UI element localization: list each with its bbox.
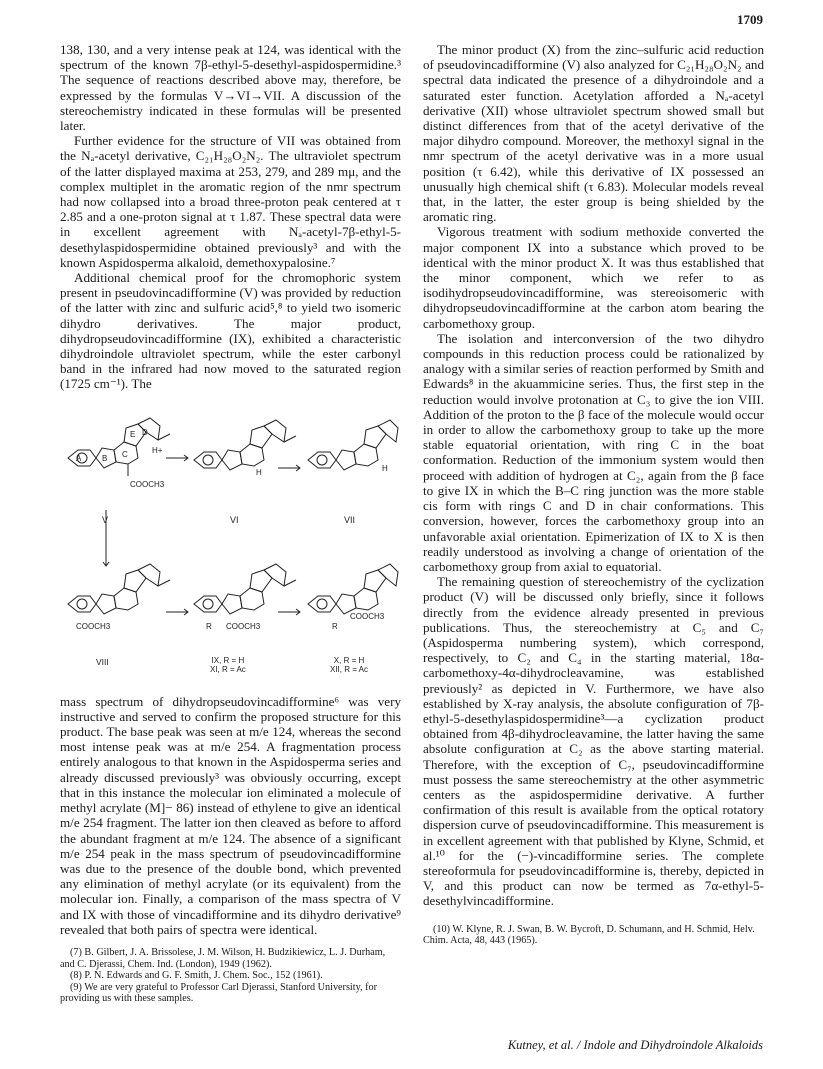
reaction-scheme-structures	[60, 398, 401, 690]
compound-label-x-xii: X, R = H XII, R = Ac	[330, 655, 369, 674]
paragraph: Vigorous treatment with sodium methoxide converted the major component IX into a substance which proved to be identical with the minor product X. It was thus established that the minor component, which we refer to as isodihydropseudovincadifformine, was stereoisomeric with dihydropseudovincadifformine at the carbon atom bearing the carbomethoxy group.	[423, 224, 764, 331]
structure-vii	[308, 420, 398, 470]
footnote: (7) B. Gilbert, J. A. Brissolese, J. M. Wilson, H. Budzikiewicz, L. J. Durham, and C. Djerassi, Chem. Ind. (London), 1949 (1962).	[60, 946, 386, 970]
reagent-label: H+	[152, 445, 163, 455]
page-number: 1709	[737, 12, 763, 27]
group-label: COOCH3	[350, 611, 385, 621]
structure-vi	[194, 420, 296, 470]
compound-label-ix-xi: IX, R = H XI, R = Ac	[210, 655, 246, 674]
footnote: (8) P. N. Edwards and G. F. Smith, J. Chem. Soc., 152 (1961).	[70, 970, 323, 982]
paragraph: Additional chemical proof for the chromophoric system present in pseudovincadifformine (V) was provided by reduction of the latter with zinc and sulfuric acid⁵,⁸ to yield two isomeric dihydro derivatives. The major product, dihydropseudovincadifformine (IX), exhibited a characteristic dihydroindole ultraviolet spectrum, while the ester carbonyl band in the infrared had now moved to the saturated region (1725 cm⁻¹). The	[60, 270, 401, 392]
compound-label-viii: VIII	[96, 656, 109, 667]
ring-label: B	[102, 453, 108, 463]
left-column	[60, 42, 401, 1005]
compound-label-vi: VI	[230, 514, 239, 525]
structure-viii	[68, 564, 170, 614]
compound-label-vii: VII	[344, 514, 356, 525]
footnote: (10) W. Klyne, R. J. Swan, B. W. Bycroft, D. Schumann, and H. Schmid, Helv. Chim. Acta, 48, 443 (1965).	[423, 923, 755, 947]
paragraph: mass spectrum of dihydropseudovincadifformine⁶ was very instructive and served to confirm the proposed structure for this product. The base peak was seen at m/e 124, whereas the second most intense peak was at m/e 254. A fragmentation process entirely analogous to that known in the Aspidosperma series and already discussed previously³ was obviously occurring, except that in this instance the molecular ion eliminated a molecule of methyl acrylate (M]− 86) instead of ethylene to give an identical m/e 254 fragment. The latter ion then cleaved as before to afford the abundant fragment at m/e 124. The absence of a significant m/e 254 peak in the mass spectrum of pseudovincadifformine was due to the presence of the double bond, which prevented any elimination of methyl acrylate (or its equivalent) from the molecular ion. Finally, a comparison of the mass spectra of V and IX with those of vincadifformine and its dihydro derivative⁹ revealed that both pairs of spectra were identical.	[60, 693, 401, 937]
group-label: H	[382, 463, 388, 473]
compound-label-v: V	[102, 514, 109, 525]
footnotes	[423, 924, 764, 947]
group-label: COOCH3	[76, 621, 111, 631]
ring-label: C	[122, 449, 128, 459]
paragraph: 138, 130, and a very intense peak at 124, was identical with the spectrum of the known 7β-ethyl-5-desethyl-aspidospermidine.³ The sequence of reactions described above may, therefore, be expressed by the formulas V→VI→VII. A discussion of the stereochemistry indicated in these formulas will be presented later.	[60, 42, 401, 134]
ring-label: D	[142, 427, 148, 437]
right-column	[423, 42, 764, 947]
group-label: R	[332, 621, 338, 631]
group-label: R	[206, 621, 212, 631]
paragraph: The minor product (X) from the zinc–sulfuric acid reduction of pseudovincadifformine (V) also analyzed for C₂₁H₂₈O₂N₂ and spectral data indicated the presence of a dihydroindole and a saturated ester function. Acetylation afforded a Nₐ-acetyl derivative (XII) whose ultraviolet spectrum showed small but distinct differences from that of the acetyl derivative of the major dihydro compound. Moreover, the methoxyl signal in the nmr spectrum of the acetyl derivative was in a more usual position (τ 6.42), while this derivative of IX possessed an unusually high chemical shift (τ 6.83). Molecular models reveal that, in the latter, the ester group is being shielded by the aromatic ring.	[423, 42, 764, 225]
reaction-scheme	[60, 398, 401, 690]
running-footer: Kutney, et al. / Indole and Dihydroindole Alkaloids	[507, 1038, 763, 1052]
structure-ix	[194, 564, 296, 614]
paragraph: The isolation and interconversion of the two dihydro compounds in this reduction process could be rationalized by analogy with a similar series of reaction performed by Smith and Edwards⁸ in the akuammicine series. Thus, the first step in the reduction would involve protonation at C₃ to give the ion VIII. Addition of the proton to the β face of the molecule would occur in order to allow the carbomethoxy group to take up the more stable equatorial orientation, with ring C in the boat conformation. Reduction of the immonium system would then proceed with addition of hydrogen at C₂, again from the β face to give IX in which the B–C ring junction was the more stable cis form with rings C and D in chair conformations. This conversion, however, forces the carbomethoxy group into an unfavorable axial orientation. Epimerization of IX to X is then readily understood as involving a change of orientation of the carbomethoxy group from axial to equatorial.	[423, 330, 764, 574]
group-label: COOCH3	[130, 479, 165, 489]
ring-label: E	[130, 429, 136, 439]
structure-x	[308, 564, 398, 614]
paragraph: Further evidence for the structure of VII was obtained from the Nₐ-acetyl derivative, C₂₁H₂₈O₂N₂. The ultraviolet spectrum of the latter displayed maxima at 253, 279, and 289 mμ, and the complex multiplet in the aromatic region of the nmr spectrum had now collapsed into a broad three-proton peak centered at τ 2.85 and a one-proton signal at τ 1.87. These spectral data were in excellent agreement with Nₐ-acetyl-7β-ethyl-5-desethylaspidospermidine obtained previously³ and with the known Aspidosperma alkaloid, demethoxypalosine.⁷	[60, 133, 401, 270]
ring-label: A	[76, 453, 82, 463]
group-label: H	[256, 467, 262, 477]
footnote: (9) We are very grateful to Professor Carl Djerassi, Stanford University, for providing us with these samples.	[60, 981, 377, 1005]
paragraph: The remaining question of stereochemistry of the cyclization product (V) will be discussed only briefly, since it follows directly from the evidence already presented in previous publications. Thus, the stereochemistry at C₅ and C₇ (Aspidosperma numbering system), which correspond, respectively, to C₂ and C₄ in the starting material, 18α-carbomethoxy-4α-dihydrocleavamine, was established previously² as depicted in V. Furthermore, we have also established by X-ray analysis, the absolute configuration of 7β-ethyl-5-desethylaspidospermidine³—a cyclization product obtained from 4β-dihydrocleavamine, the latter having the same absolute configuration at C₂ as the above starting material. Therefore, with the exception of C₇, pseudovincadifformine must possess the same stereochemistry at the other asymmetric centers as the aspidospermidine derivative. A further confirmation of this result is available from the optical rotatory dispersion curve of pseudovincadifformine. This measurement is in excellent agreement with that published by Klyne, Schmid, et al.¹⁰ for the (−)-vincadifformine series. The complete stereoformula for pseudovincadifformine is, thereby, depicted in V, and this product can now be termed as 7α-ethyl-5-desethylvincadifformine.	[423, 574, 764, 909]
group-label: COOCH3	[226, 621, 261, 631]
footnotes	[60, 947, 401, 1005]
